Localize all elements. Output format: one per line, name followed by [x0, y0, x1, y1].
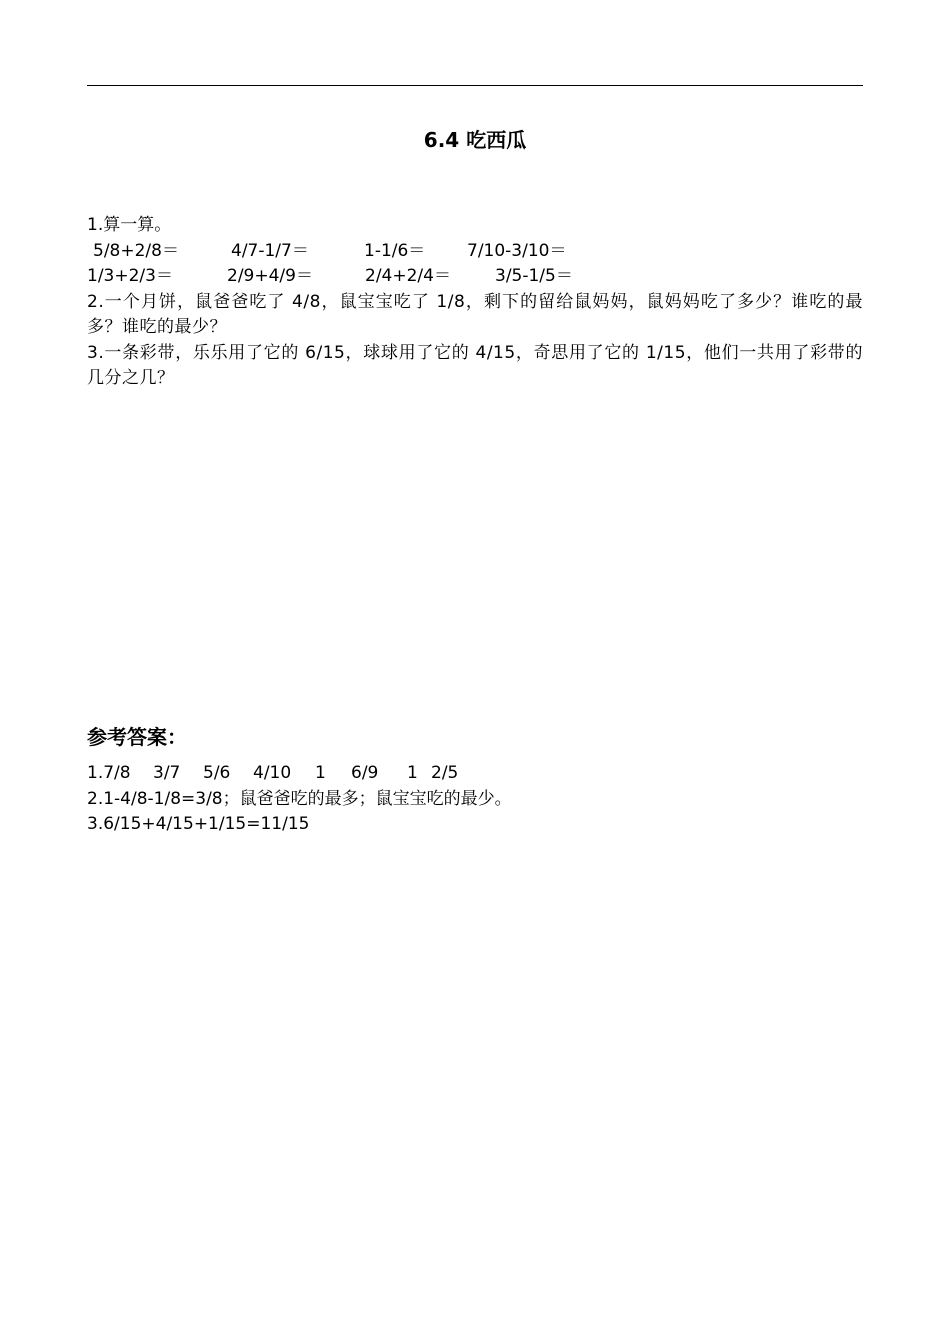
answer-3: 3.6/15+4/15+1/15=11/15	[87, 814, 310, 834]
answer-value: 1.7/8	[87, 763, 131, 783]
header-rule	[87, 85, 863, 86]
equation: 5/8+2/8＝	[93, 240, 179, 261]
answer-1	[87, 761, 863, 787]
answer-value: 3/7	[153, 763, 181, 783]
question-1-row-2	[87, 264, 863, 290]
answers-section	[87, 761, 863, 838]
answer-2: 2.1-4/8-1/8=3/8；鼠爸爸吃的最多；鼠宝宝吃的最少。	[87, 788, 512, 809]
answer-value: 2/5	[431, 763, 459, 783]
equation: 1/3+2/3＝	[87, 266, 173, 286]
equation: 2/9+4/9＝	[227, 266, 313, 286]
answer-value: 5/6	[203, 763, 231, 783]
exercise-section	[87, 213, 863, 392]
answers-heading: 参考答案：	[87, 725, 187, 749]
equation: 1-1/6＝	[364, 240, 426, 261]
answer-value: 1	[315, 763, 326, 783]
equation: 2/4+2/4＝	[365, 266, 451, 286]
answer-value: 4/10	[253, 763, 292, 783]
equation: 4/7-1/7＝	[231, 240, 309, 261]
page-title: 6.4 吃西瓜	[423, 128, 527, 152]
equation: 3/5-1/5＝	[495, 266, 573, 286]
question-1-row-1	[87, 239, 863, 265]
question-1-heading: 1.算一算。	[87, 215, 172, 235]
question-2: 2.一个月饼，鼠爸爸吃了 4/8，鼠宝宝吃了 1/8，剩下的留给鼠妈妈，鼠妈妈吃了多少？谁吃的最多？谁吃的最少？	[87, 291, 863, 337]
answer-value: 6/9	[351, 763, 379, 783]
equation: 7/10-3/10＝	[467, 240, 567, 261]
answer-value: 1	[407, 763, 418, 783]
question-3: 3.一条彩带，乐乐用了它的 6/15，球球用了它的 4/15，奇思用了它的 1/15，他们一共用了彩带的几分之几？	[87, 342, 863, 388]
